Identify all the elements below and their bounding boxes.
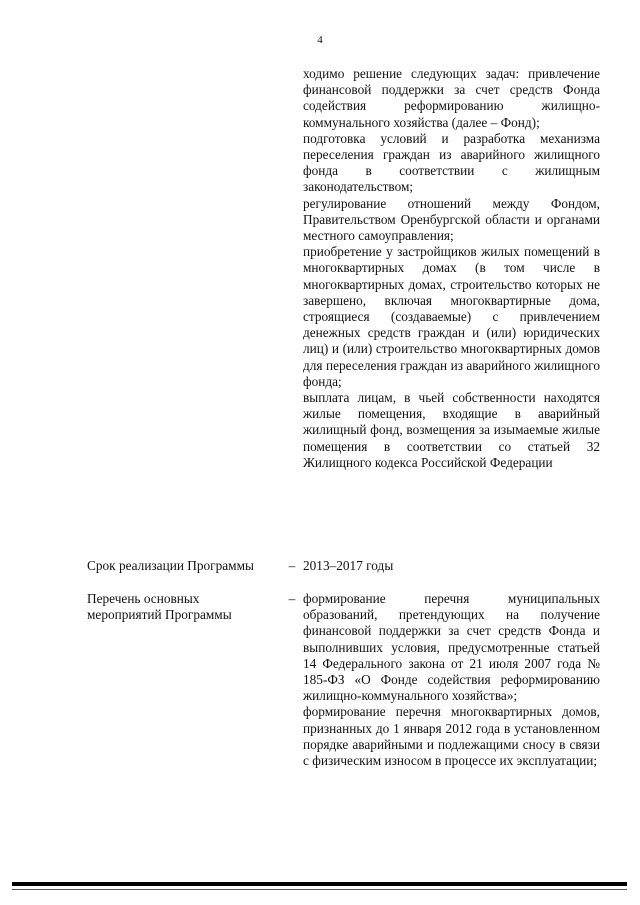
row-dash: – <box>288 558 296 573</box>
paragraph: формирование перечня многоквартирных домов, признанных до 1 января 2012 года в установленном порядке аварийными и подлежащими сносу в связи с физическим износом в процессе их эксплуатации; <box>303 704 600 769</box>
paragraph: 2013–2017 годы <box>303 558 394 573</box>
goals-continuation-text <box>303 66 600 471</box>
row-label: Срок реализации Программы <box>87 558 254 573</box>
paragraph: формирование перечня муниципальных образований, претендующих на получение финансовой поддержки за счет средств Фонда и выполнивших условия, предусмотренные статьей 14 Федерального закона от 21 июля 2007 года № 185-ФЗ «О Фонде содействия реформированию жилищно-коммунального хозяйства»; <box>303 591 600 704</box>
row-dash: – <box>288 591 296 606</box>
bottom-rule <box>12 882 627 886</box>
page-number: 4 <box>317 34 323 46</box>
row-value <box>303 591 600 769</box>
paragraph: выплата лицам, в чьей собственности находятся жилые помещения, входящие в аварийный жилищный фонд, возмещения за изымаемые жилые помещения в соответствии со статьей 32 Жилищного кодекса Российской Федерации <box>303 390 600 470</box>
paragraph: подготовка условий и разработка механизма переселения граждан из аварийного жилищного фонда в соответствии с жилищным законодательством; <box>303 130 600 195</box>
row-label: Перечень основных мероприятий Программы <box>87 591 232 623</box>
paragraph: приобретение у застройщиков жилых помещений в многоквартирных домах (в том числе в многоквартирных домах, строительство которых не завершено, включая многоквартирные дома, строящиеся (создаваемые) с привлечением денежных средств граждан и (или) юридических лиц) и (или) строительство многоквартирных домов для переселения граждан из аварийного жилищного фонда; <box>303 244 600 389</box>
row-value <box>303 558 600 574</box>
paragraph: ходимо решение следующих задач: привлечение финансовой поддержки за счет средств Фонда содействия реформированию жилищно-коммунального хозяйства (далее – Фонд); <box>303 66 600 130</box>
paragraph: регулирование отношений между Фондом, Правительством Оренбургской области и органами местного самоуправления; <box>303 195 600 244</box>
